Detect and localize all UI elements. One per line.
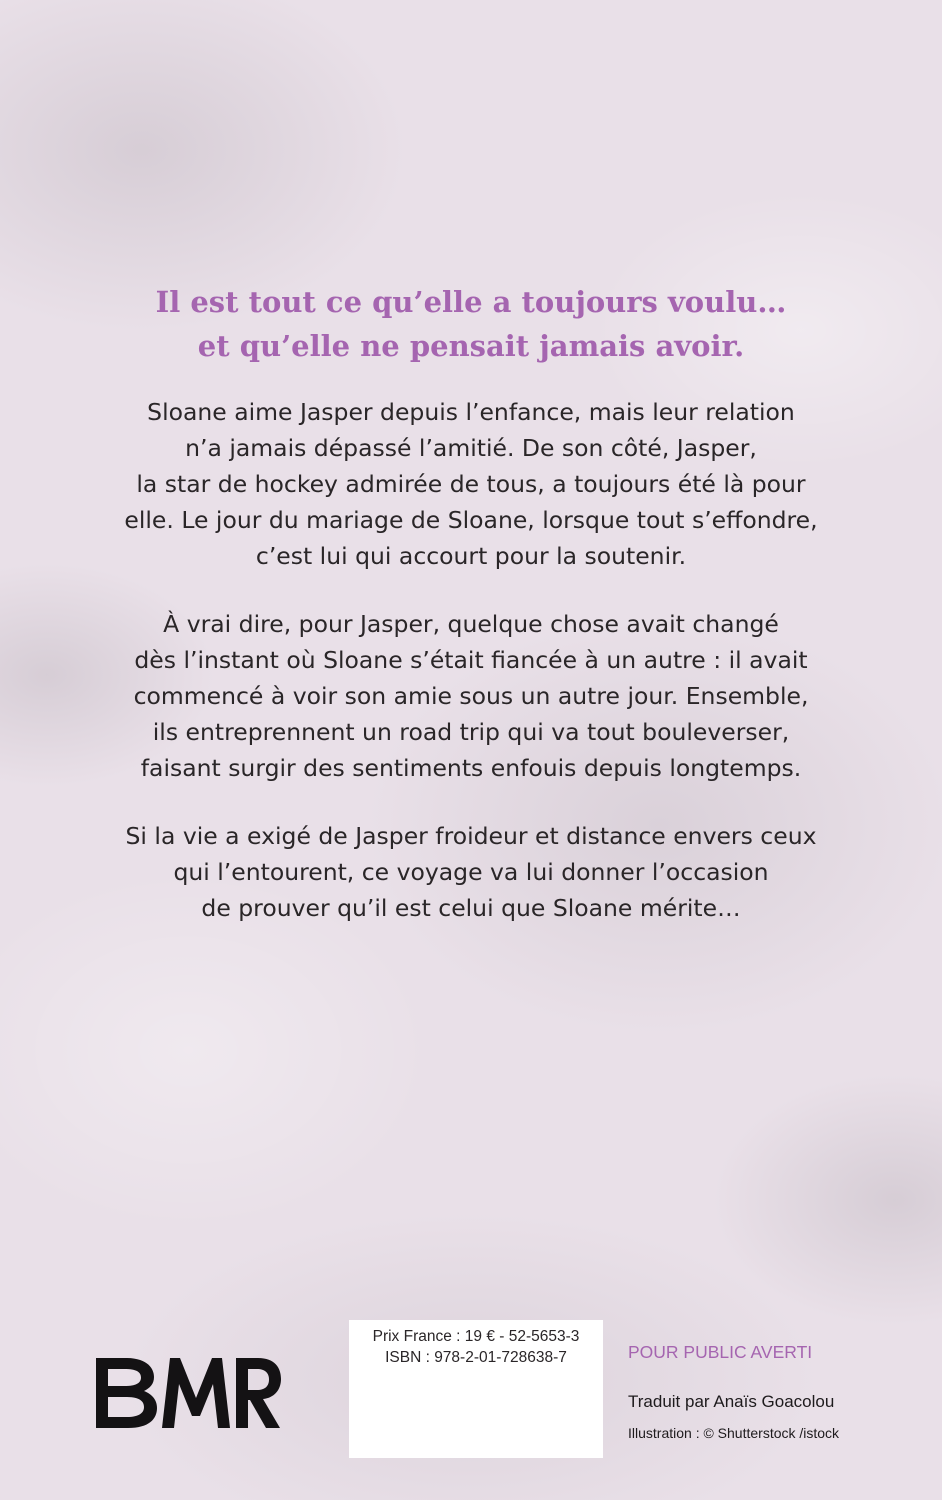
blurb-line: Sloane aime Jasper depuis l’enfance, mais leur relation: [147, 398, 795, 426]
audience-rating: POUR PUBLIC AVERTI: [628, 1342, 813, 1362]
blurb-line: elle. Le jour du mariage de Sloane, lorsque tout s’effondre,: [124, 506, 818, 534]
blurb-line: Si la vie a exigé de Jasper froideur et distance envers ceux: [125, 822, 817, 850]
blurb-line: la star de hockey admirée de tous, a toujours été là pour: [136, 470, 806, 498]
publisher-logo: [92, 1352, 282, 1432]
blurb-line: commencé à voir son amie sous un autre jour. Ensemble,: [133, 682, 809, 710]
price-text: Prix France : 19 € - 52-5653-3: [372, 1328, 580, 1345]
price-barcode-box: [349, 1320, 603, 1458]
blurb-line: c’est lui qui accourt pour la soutenir.: [255, 542, 687, 570]
blurb-line: de prouver qu’il est celui que Sloane mérite…: [201, 894, 741, 922]
blurb-paragraph-2: [0, 606, 942, 786]
tagline-line-2: et qu’elle ne pensait jamais avoir.: [197, 329, 745, 363]
blurb-line: qui l’entourent, ce voyage va lui donner l’occasion: [173, 858, 769, 886]
blurb-paragraph-1: [0, 394, 942, 574]
blurb-line: dès l’instant où Sloane s’était fiancée à un autre : il avait: [134, 646, 808, 674]
tagline-line-1: Il est tout ce qu’elle a toujours voulu…: [155, 285, 787, 319]
blurb-paragraph-3: [0, 818, 942, 926]
illustration-credit: Illustration : © Shutterstock /istock: [628, 1425, 840, 1441]
blurb-line: n’a jamais dépassé l’amitié. De son côté, Jasper,: [185, 434, 757, 462]
blurb-line: faisant surgir des sentiments enfouis depuis longtemps.: [140, 754, 802, 782]
translator-credit: Traduit par Anaïs Goacolou: [628, 1392, 835, 1411]
isbn-text: ISBN : 978-2-01-728638-7: [385, 1349, 567, 1366]
blurb-line: À vrai dire, pour Jasper, quelque chose avait changé: [163, 610, 779, 638]
tagline: [0, 280, 942, 368]
blurb-line: ils entreprennent un road trip qui va tout bouleverser,: [152, 718, 790, 746]
